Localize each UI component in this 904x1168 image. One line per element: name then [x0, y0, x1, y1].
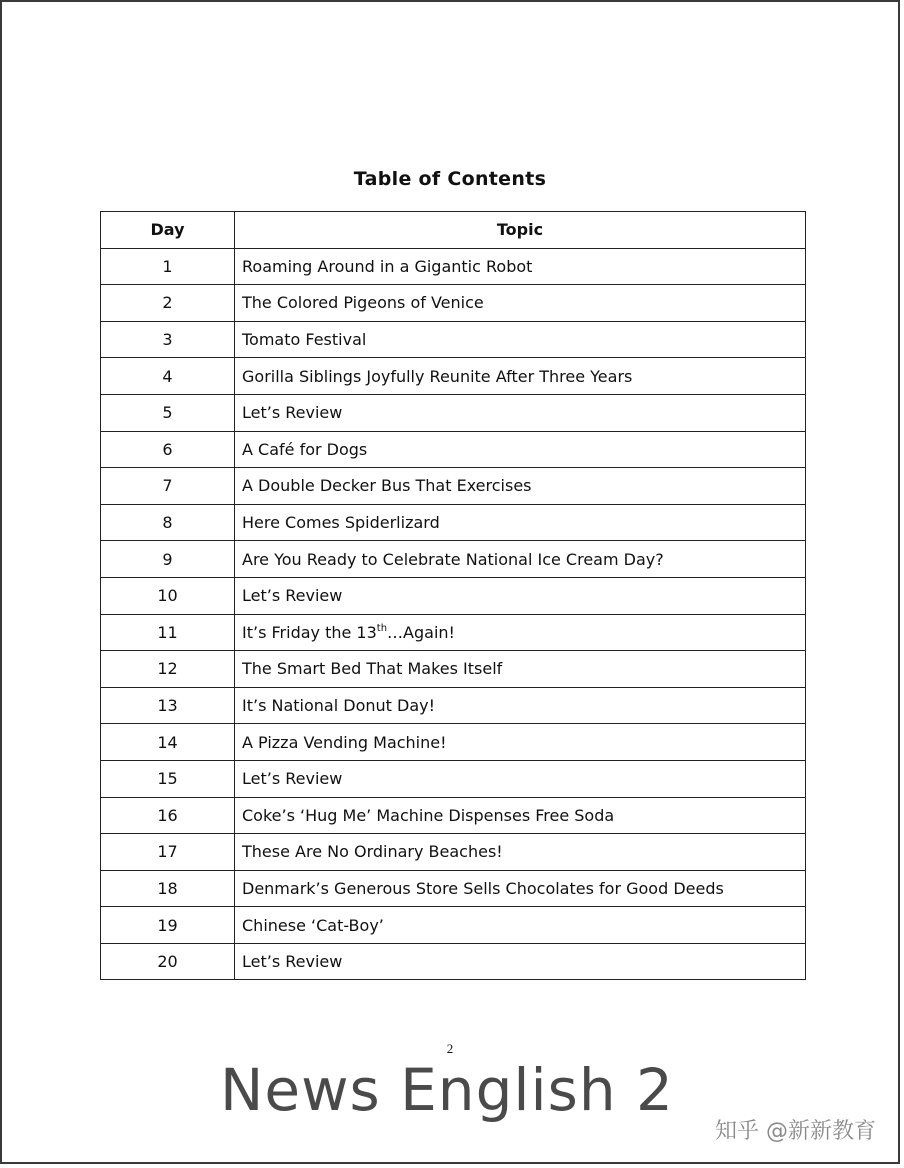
topic-cell: Denmark’s Generous Store Sells Chocolates for Good Deeds [235, 870, 806, 907]
topic-cell: Let’s Review [235, 760, 806, 797]
table-row [101, 504, 806, 541]
topic-text: It’s Friday the 13 [242, 622, 377, 642]
watermark-text: News English 2 [220, 1056, 674, 1124]
topic-cell: These Are No Ordinary Beaches! [235, 834, 806, 871]
table-row [101, 541, 806, 578]
table-row [101, 651, 806, 688]
topic-cell: Gorilla Siblings Joyfully Reunite After Three Years [235, 358, 806, 395]
page-number: 2 [446, 1041, 454, 1056]
table-header-row [101, 212, 806, 249]
topic-cell: A Pizza Vending Machine! [235, 724, 806, 761]
topic-cell: The Smart Bed That Makes Itself [235, 651, 806, 688]
day-cell: 16 [101, 797, 235, 834]
table-row [101, 943, 806, 980]
day-cell: 12 [101, 651, 235, 688]
topic-cell: A Café for Dogs [235, 431, 806, 468]
table-row [101, 907, 806, 944]
day-cell: 20 [101, 943, 235, 980]
topic-cell [235, 614, 806, 651]
topic-text-after: …Again! [387, 622, 455, 642]
day-cell: 18 [101, 870, 235, 907]
table-row [101, 248, 806, 285]
table-row [101, 797, 806, 834]
day-cell: 15 [101, 760, 235, 797]
day-cell: 11 [101, 614, 235, 651]
day-cell: 9 [101, 541, 235, 578]
topic-cell: Chinese ‘Cat-Boy’ [235, 907, 806, 944]
day-cell: 1 [101, 248, 235, 285]
topic-column-header: Topic [235, 212, 806, 249]
topic-cell: Let’s Review [235, 943, 806, 980]
table-row [101, 724, 806, 761]
day-cell: 4 [101, 358, 235, 395]
topic-cell: Are You Ready to Celebrate National Ice Cream Day? [235, 541, 806, 578]
table-row [101, 358, 806, 395]
day-cell: 17 [101, 834, 235, 871]
topic-cell: Coke’s ‘Hug Me’ Machine Dispenses Free Soda [235, 797, 806, 834]
topic-cell: Let’s Review [235, 577, 806, 614]
table-row [101, 834, 806, 871]
day-cell: 3 [101, 321, 235, 358]
topic-superscript: th [376, 622, 388, 634]
topic-cell: Roaming Around in a Gigantic Robot [235, 248, 806, 285]
day-cell: 6 [101, 431, 235, 468]
topic-cell: Let’s Review [235, 394, 806, 431]
table-body [101, 248, 806, 980]
day-cell: 8 [101, 504, 235, 541]
table-row [101, 431, 806, 468]
day-cell: 10 [101, 577, 235, 614]
table-row [101, 687, 806, 724]
table-row [101, 577, 806, 614]
page-title: Table of Contents [353, 168, 547, 190]
table-row [101, 285, 806, 322]
table-row [101, 468, 806, 505]
day-cell: 7 [101, 468, 235, 505]
table-row [101, 321, 806, 358]
credit-text: 知乎 @新新教育 [715, 1119, 876, 1144]
day-cell: 13 [101, 687, 235, 724]
topic-cell: A Double Decker Bus That Exercises [235, 468, 806, 505]
day-cell: 19 [101, 907, 235, 944]
contents-table [100, 211, 806, 980]
topic-cell: It’s National Donut Day! [235, 687, 806, 724]
day-column-header: Day [101, 212, 235, 249]
day-cell: 14 [101, 724, 235, 761]
table-row [101, 870, 806, 907]
day-cell: 2 [101, 285, 235, 322]
day-cell: 5 [101, 394, 235, 431]
table-row [101, 760, 806, 797]
table-row [101, 614, 806, 651]
table-row [101, 394, 806, 431]
topic-cell: Here Comes Spiderlizard [235, 504, 806, 541]
topic-cell: The Colored Pigeons of Venice [235, 285, 806, 322]
topic-cell: Tomato Festival [235, 321, 806, 358]
